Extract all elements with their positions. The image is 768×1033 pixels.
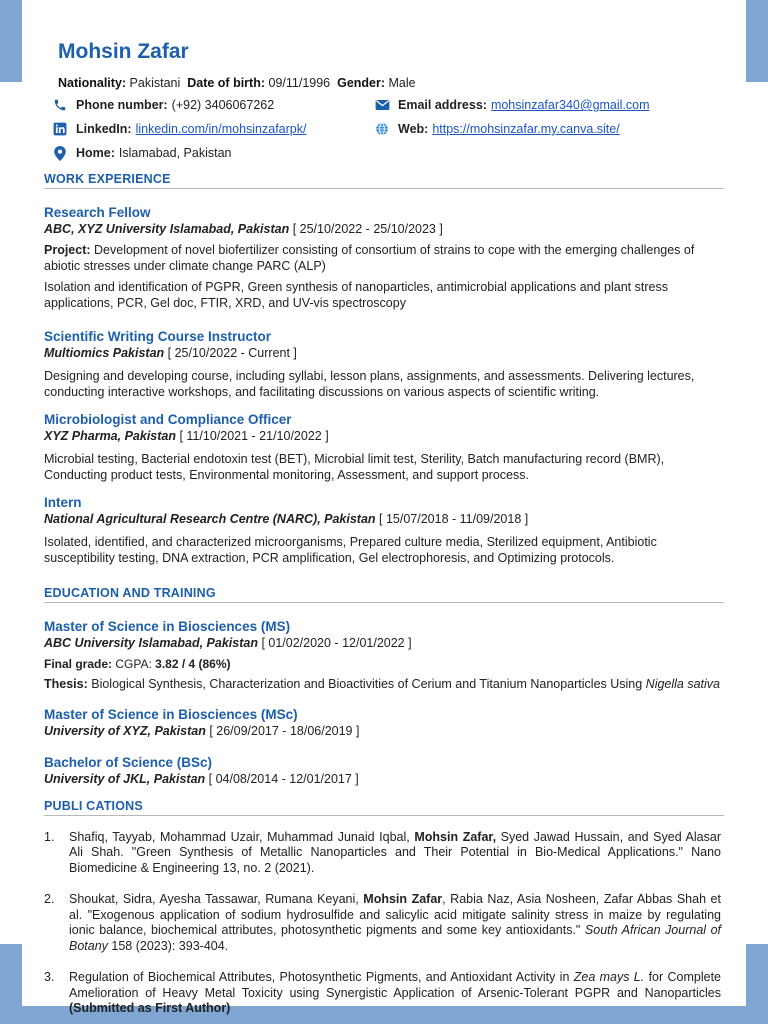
email-label: Email address: — [398, 98, 487, 112]
job-dates: [ 11/10/2021 - 21/10/2022 ] — [176, 429, 329, 443]
nationality-label: Nationality: — [58, 76, 127, 90]
home-value: Islamabad, Pakistan — [118, 146, 232, 160]
degree-title: Master of Science in Biosciences (MS) — [44, 619, 291, 634]
education-entry — [44, 707, 724, 739]
thesis-label: Thesis: — [44, 677, 88, 691]
thesis-text: Biological Synthesis, Characterization and Bioactivities of Cerium and Titanium Nanoparticles Using — [87, 677, 646, 691]
final-grade — [44, 657, 724, 671]
degree-org-line — [44, 771, 724, 787]
job-dates: [ 15/07/2018 - 11/09/2018 ] — [375, 512, 529, 526]
candidate-name: Mohsin Zafar — [58, 40, 189, 63]
job-org-line — [44, 511, 724, 527]
degree-dates: [ 04/08/2014 - 12/01/2017 ] — [205, 771, 359, 786]
publication-number: 3. — [44, 970, 55, 984]
contact-linkedin — [52, 120, 374, 138]
contact-home — [52, 144, 374, 162]
job-description: Microbial testing, Bacterial endotoxin test (BET), Microbial limit test, Sterility, Batch manufacturing record (BMR), Conducting product tests, Environmental monitoring, Assessment, and support process. — [44, 452, 665, 482]
envelope-icon — [374, 97, 390, 113]
web-link[interactable]: https://mohsinzafar.my.canva.site/ — [432, 122, 620, 136]
globe-icon — [374, 121, 390, 137]
gender-label: Gender: — [337, 76, 386, 90]
personal-info-line — [58, 76, 724, 90]
gender-value: Male — [388, 76, 416, 90]
job-org-line — [44, 428, 724, 444]
phone-label: Phone number: — [76, 98, 168, 112]
publications-section — [44, 799, 724, 1017]
contact-email — [374, 96, 714, 114]
job-description: Isolated, identified, and characterized microorganisms, Prepared culture media, Sterilized equipment, Antibiotic susceptibility testing, DNA extraction, PCR amplification, Gel electrophoresis, and Optimizing protocols. — [44, 535, 657, 565]
cv-document — [44, 40, 724, 1033]
job-description: Designing and developing course, including syllabi, lesson plans, assignments, and assessments. Delivering lectures, conducting interactive workshops, and facilitating discussions on various aspects of scientific writing. — [44, 369, 695, 399]
email-link[interactable]: mohsinzafar340@gmail.com — [490, 98, 650, 112]
grade-prefix: CGPA: — [112, 657, 156, 671]
home-label: Home: — [76, 146, 115, 160]
nationality-value: Pakistani — [129, 76, 181, 90]
degree-title: Master of Science in Biosciences (MSc) — [44, 706, 298, 722]
grade-value: 3.82 / 4 (86%) — [155, 657, 231, 671]
publication-text — [69, 830, 721, 877]
job-org: Multiomics Pakistan — [44, 346, 165, 360]
publication-species: Zea mays L. — [573, 970, 645, 984]
publication-authors: Shafiq, Tayyab, Mohammad Uzair, Muhammad Junaid Iqbal, — [69, 829, 415, 844]
publication-highlight-author: Mohsin Zafar, — [414, 829, 497, 844]
job-org-line — [44, 221, 724, 237]
job-title: Scientific Writing Course Instructor — [44, 329, 272, 344]
section-title-work: WORK EXPERIENCE — [44, 172, 724, 189]
grade-label: Final grade: — [44, 657, 113, 671]
linkedin-label: LinkedIn: — [76, 122, 132, 136]
work-experience-section — [44, 172, 724, 566]
publication-status: (Submitted as First Author) — [69, 1001, 231, 1015]
publication-highlight-author: Mohsin Zafar — [363, 892, 443, 906]
degree-org: ABC University Islamabad, Pakistan — [44, 636, 258, 650]
linkedin-icon — [52, 121, 68, 137]
contact-grid — [52, 96, 724, 162]
publication-title: Regulation of Biochemical Attributes, Photosynthetic Pigments, and Antioxidant Activity in — [69, 970, 574, 984]
education-entry — [44, 619, 724, 693]
degree-dates: [ 26/09/2017 - 18/06/2019 ] — [205, 723, 360, 738]
publication-authors: Shoukat, Sidra, Ayesha Tassawar, Rumana Keyani, — [69, 892, 364, 906]
job-org-line — [44, 345, 724, 361]
degree-title: Bachelor of Science (BSc) — [44, 754, 213, 770]
frame-bar-top-right — [746, 0, 768, 82]
publication-journal: South African Journal of Botany — [69, 923, 721, 953]
degree-org-line — [44, 723, 724, 739]
web-label: Web: — [398, 122, 429, 136]
section-title-education: EDUCATION AND TRAINING — [44, 586, 724, 603]
map-pin-icon — [52, 145, 68, 161]
work-entry — [44, 329, 724, 400]
job-org: XYZ Pharma, Pakistan — [44, 429, 177, 443]
frame-bar-top-left — [0, 0, 22, 82]
job-org: National Agricultural Research Centre (NARC), Pakistan — [44, 512, 376, 526]
work-entry — [44, 205, 724, 311]
job-description: Isolation and identification of PGPR, Green synthesis of nanoparticles, antimicrobial applications and plant stress applications, PCR, Gel doc, FTIR, XRD, and UV-vis spectroscopy — [44, 280, 668, 310]
publication-item — [44, 830, 724, 877]
publication-number: 1. — [44, 829, 55, 844]
contact-phone — [52, 96, 374, 114]
degree-org-line — [44, 635, 724, 651]
degree-org: University of XYZ, Pakistan — [44, 723, 206, 738]
degree-org: University of JKL, Pakistan — [44, 771, 206, 786]
section-title-publications: PUBLI CATIONS — [44, 799, 724, 816]
phone-icon — [52, 97, 68, 113]
project-label: Project: — [44, 243, 91, 257]
degree-dates: [ 01/02/2020 - 12/01/2022 ] — [257, 636, 412, 650]
job-project — [44, 243, 724, 274]
job-dates: [ 25/10/2022 - Current ] — [164, 346, 297, 360]
publication-item — [44, 970, 724, 1017]
dob-value: 09/11/1996 — [268, 76, 331, 90]
work-entry — [44, 412, 724, 483]
publication-citation: 158 (2023): 393-404. — [107, 938, 229, 953]
publication-details: for Complete Amelioration of Heavy Metal Toxicity using Synergistic Application of Arsenic-Tolerant PGPR and Nanoparticles — [69, 970, 721, 1000]
publication-item — [44, 892, 724, 954]
dob-label: Date of birth: — [187, 76, 266, 90]
work-entry — [44, 495, 724, 566]
publication-text — [69, 892, 721, 954]
publication-details: , Rabia Naz, Asia Nosheen, Zafar Abbas Shah et al. "Exogenous application of sodium hydrosulfide and salicylic acid mitigate salinity stress in maize by regulating ionic balance, biochemical attributes, photosynthetic pigments and some key antioxidants." — [69, 892, 721, 937]
project-text: Development of novel biofertilizer consisting of consortium of strains to cope with the emerging challenges of abiotic stresses under climate change PARC (ALP) — [44, 243, 695, 273]
thesis — [44, 677, 724, 693]
phone-value: (+92) 3406067262 — [171, 98, 275, 112]
publication-details: Syed Jawad Hussain, and Syed Alasar Ali Shah. "Green Synthesis of Metallic Nanoparticles and Their Potential in Bio-Medical Applications." Nano Biomedicine & Engineering 13, no. 2 (2021). — [69, 829, 721, 875]
publication-list — [44, 830, 724, 1017]
thesis-italic: Nigella sativa — [645, 677, 721, 691]
education-entry — [44, 755, 724, 787]
contact-web — [374, 120, 714, 138]
education-section — [44, 586, 724, 787]
linkedin-link[interactable]: linkedin.com/in/mohsinzafarpk/ — [135, 122, 307, 136]
job-title: Intern — [44, 495, 82, 510]
publication-text — [69, 970, 721, 1017]
job-title: Research Fellow — [44, 205, 151, 220]
job-dates: [ 25/10/2022 - 25/10/2023 ] — [289, 222, 443, 236]
job-title: Microbiologist and Compliance Officer — [44, 412, 292, 427]
publication-number: 2. — [44, 892, 55, 906]
job-org: ABC, XYZ University Islamabad, Pakistan — [44, 222, 290, 236]
